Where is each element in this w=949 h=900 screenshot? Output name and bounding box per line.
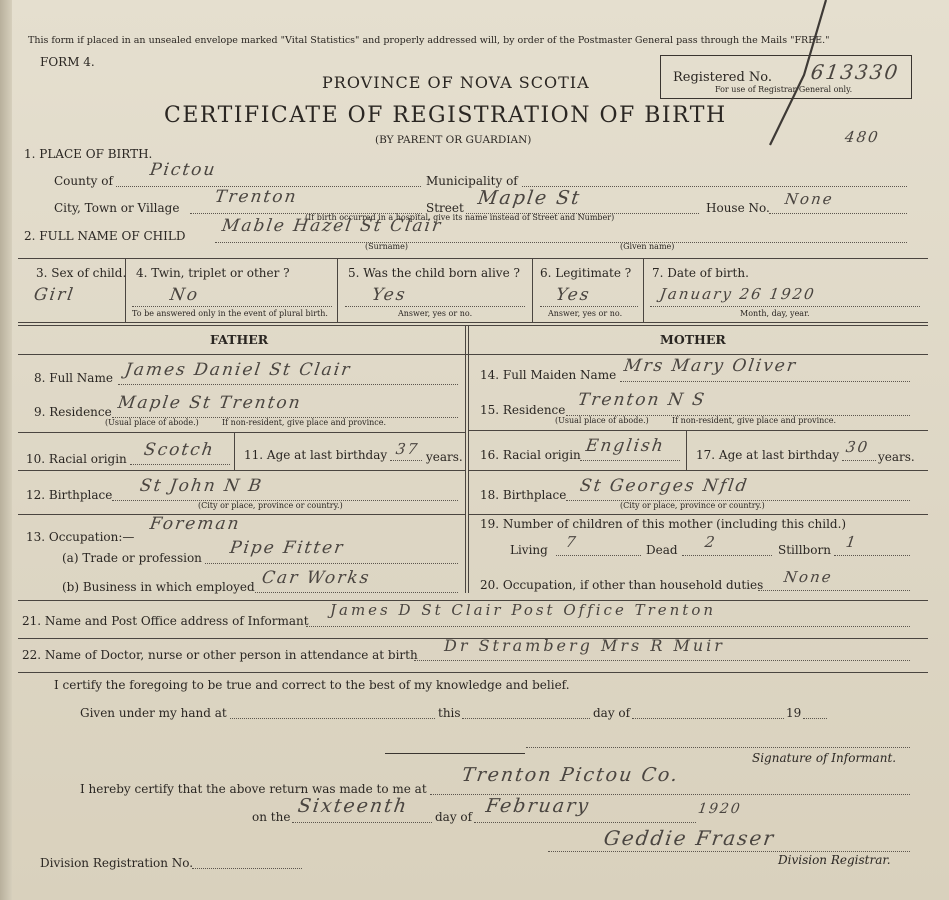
father-age-years: years. [426, 450, 463, 464]
dob-note: Month, day, year. [740, 309, 810, 318]
doctor-label: 22. Name of Doctor, nurse or other person in attendance at birth [22, 648, 418, 662]
margin-mark: 480 [843, 128, 881, 146]
dead-value: 2 [703, 533, 718, 551]
mother-residence-label: 15. Residence [480, 403, 566, 417]
mother-heading: MOTHER [660, 332, 726, 347]
stillborn-value: 1 [844, 533, 859, 551]
father-heading: FATHER [210, 332, 269, 347]
doctor-value: Dr Stramberg Mrs R Muir [444, 636, 725, 655]
registered-number: 613330 [809, 60, 902, 84]
registrar-signature: Geddie Fraser [602, 826, 777, 850]
province-heading: PROVINCE OF NOVA SCOTIA [322, 73, 590, 92]
father-name-value: James Daniel St Clair [123, 360, 353, 380]
mother-residence-value: Trenton N S [576, 390, 708, 410]
return-place-value: Trenton Pictou Co. [460, 764, 681, 786]
month-value: February [484, 795, 592, 817]
form-number: FORM 4. [40, 55, 95, 69]
street-label: Street [426, 201, 464, 215]
mother-birthplace-value: St Georges Nfld [578, 476, 750, 496]
father-age-value: 37 [394, 440, 421, 458]
mother-racial-value: English [584, 436, 667, 456]
on-the-label: on the [252, 810, 291, 824]
year-value: 1920 [696, 801, 743, 817]
father-occupation-label: 13. Occupation:— [26, 530, 135, 544]
father-birthplace-label: 12. Birthplace [26, 488, 113, 502]
living-value: 7 [564, 533, 579, 551]
alive-value: Yes [370, 285, 408, 305]
father-racial-value: Scotch [142, 440, 217, 460]
father-residence-note-a: (Usual place of abode.) [105, 418, 199, 427]
informant-label: 21. Name and Post Office address of Informant [22, 614, 309, 628]
informant-signature-label: Signature of Informant. [752, 751, 897, 765]
child-name-label: 2. FULL NAME OF CHILD [24, 229, 186, 243]
father-business-label: (b) Business in which employed [62, 580, 255, 594]
father-residence-value: Maple St Trenton [116, 393, 304, 413]
alive-note: Answer, yes or no. [398, 309, 473, 318]
father-trade-label: (a) Trade or profession [62, 551, 202, 565]
father-age-label: 11. Age at last birthday [244, 448, 388, 462]
city-value: Trenton [213, 187, 299, 207]
father-birthplace-note: (City or place, province or country.) [198, 501, 343, 510]
twin-value: No [168, 285, 201, 305]
sex-label: 3. Sex of child. [36, 266, 127, 280]
dob-value: January 26 1920 [658, 285, 817, 303]
return-label: I hereby certify that the above return was made to me at [80, 782, 427, 796]
given-name-note: (Given name) [620, 242, 675, 251]
page-title: CERTIFICATE OF REGISTRATION OF BIRTH [164, 103, 727, 128]
municipality-label: Municipality of [426, 174, 518, 188]
city-label: City, Town or Village [54, 201, 180, 215]
legitimate-label: 6. Legitimate ? [540, 266, 632, 280]
paper-edge [0, 0, 12, 900]
day-of-label-2: day of [435, 810, 473, 824]
mother-residence-note-a: (Usual place of abode.) [555, 416, 649, 425]
alive-label: 5. Was the child born alive ? [348, 266, 520, 280]
postal-notice: This form if placed in an unsealed envelope marked "Vital Statistics" and properly addressed will, by order of the Postmaster General pass through the Mails "FREE." [28, 35, 830, 46]
mother-age-value: 30 [844, 438, 871, 456]
mother-racial-label: 16. Racial origin [480, 448, 581, 462]
mother-residence-note-b: If non-resident, give place and province. [672, 416, 837, 425]
father-business-value: Car Works [260, 568, 372, 588]
twin-note: To be answered only in the event of plural birth. [132, 309, 328, 318]
registrar-label: Division Registrar. [778, 853, 891, 867]
sex-value: Girl [32, 285, 76, 305]
twin-label: 4. Twin, triplet or other ? [136, 266, 290, 280]
legitimate-note: Answer, yes or no. [548, 309, 623, 318]
certify-statement: I certify the foregoing to be true and correct to the best of my knowledge and belief. [54, 678, 570, 692]
county-value: Pictou [148, 160, 218, 180]
father-residence-note-b: If non-resident, give place and province. [222, 418, 387, 427]
year-prefix: 19 [786, 706, 802, 720]
mother-birthplace-note: (City or place, province or country.) [620, 501, 765, 510]
father-name-label: 8. Full Name [34, 371, 113, 385]
living-label: Living [510, 543, 548, 557]
pen-stroke [760, 0, 830, 150]
dead-label: Dead [646, 543, 678, 557]
mother-children-label: 19. Number of children of this mother (including this child.) [480, 517, 847, 531]
child-name-value: Mable Hazel St Clair [220, 216, 444, 236]
father-occupation-value: Foreman [148, 514, 242, 534]
mother-occupation-value: None [782, 568, 834, 586]
house-value: None [783, 190, 835, 208]
place-section-label: 1. PLACE OF BIRTH. [24, 147, 153, 161]
page-subtitle: (BY PARENT OR GUARDIAN) [375, 134, 532, 146]
legitimate-value: Yes [554, 285, 592, 305]
registered-label: Registered No. [673, 70, 773, 85]
informant-value: James D St Clair Post Office Trenton [330, 601, 717, 619]
street-value: Maple St [476, 187, 583, 209]
father-trade-value: Pipe Fitter [228, 538, 346, 558]
hospital-note: (If birth occurred in a hospital, give its name instead of Street and Number) [305, 213, 615, 222]
given-under-label: Given under my hand at [80, 706, 227, 720]
mother-occupation-label: 20. Occupation, if other than household duties [480, 578, 764, 592]
day-value: Sixteenth [296, 795, 410, 817]
father-birthplace-value: St John N B [138, 476, 265, 496]
mother-age-label: 17. Age at last birthday [696, 448, 840, 462]
father-racial-label: 10. Racial origin [26, 452, 127, 466]
division-registration-label: Division Registration No. [40, 856, 194, 870]
county-label: County of [54, 174, 113, 188]
stillborn-label: Stillborn [778, 543, 831, 557]
mother-birthplace-label: 18. Birthplace [480, 488, 567, 502]
registered-note: For use of Registrar General only. [715, 85, 853, 94]
mother-name-label: 14. Full Maiden Name [480, 368, 617, 382]
surname-note: (Surname) [365, 242, 408, 251]
mother-age-years: years. [878, 450, 915, 464]
day-of-label: day of [593, 706, 631, 720]
mother-name-value: Mrs Mary Oliver [622, 356, 799, 376]
father-residence-label: 9. Residence [34, 405, 112, 419]
house-label: House No. [706, 201, 770, 215]
this-label: this [438, 706, 461, 720]
dob-label: 7. Date of birth. [652, 266, 749, 280]
